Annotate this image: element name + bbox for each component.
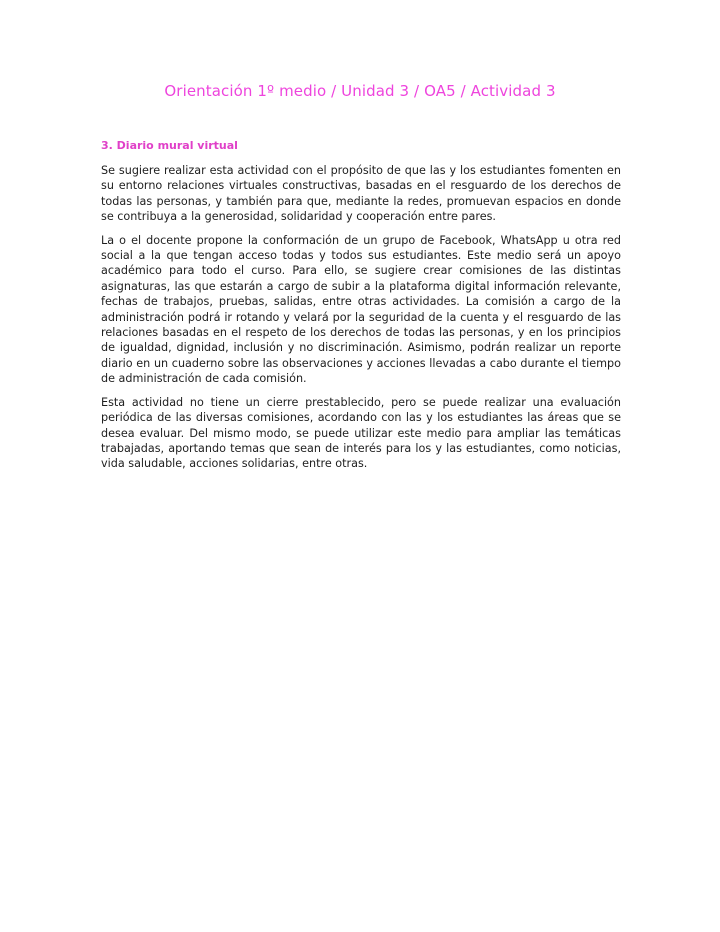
page-title: Orientación 1º medio / Unidad 3 / OA5 / Actividad 3 [164,82,556,100]
paragraph: Esta actividad no tiene un cierre prestablecido, pero se puede realizar una evaluación periódica de las diversas comisiones, acordando con las y los estudiantes las áreas que se desea evaluar. Del mismo modo, se puede utilizar este medio para ampliar las temáticas trabajadas, aportando temas que sean de interés para los y las estudiantes, como noticias, vida saludable, acciones solidarias, entre otras. [101,395,621,471]
section-heading: 3. Diario mural virtual [101,139,238,152]
document-body [101,138,621,480]
paragraph: La o el docente propone la conformación de un grupo de Facebook, WhatsApp u otra red social a la que tengan acceso todas y todos sus estudiantes. Este medio será un apoyo académico para todo el curso. Para ello, se sugiere crear comisiones de las distintas asignaturas, las que estarán a cargo de subir a la plataforma digital información relevante, fechas de trabajos, pruebas, salidas, entre otras actividades. La comisión a cargo de la administración podrá ir rotando y velará por la seguridad de la cuenta y el resguardo de las relaciones basadas en el respeto de los derechos de todas las personas, y en los principios de igualdad, dignidad, inclusión y no discriminación. Asimismo, podrán realizar un reporte diario en un cuaderno sobre las observaciones y acciones llevadas a cabo durante el tiempo de administración de cada comisión. [101,233,621,386]
paragraph: Se sugiere realizar esta actividad con el propósito de que las y los estudiantes fomenten en su entorno relaciones virtuales constructivas, basadas en el resguardo de los derechos de todas las personas, y también para que, mediante la redes, promuevan espacios en donde se contribuya a la generosidad, solidaridad y cooperación entre pares. [101,164,621,224]
